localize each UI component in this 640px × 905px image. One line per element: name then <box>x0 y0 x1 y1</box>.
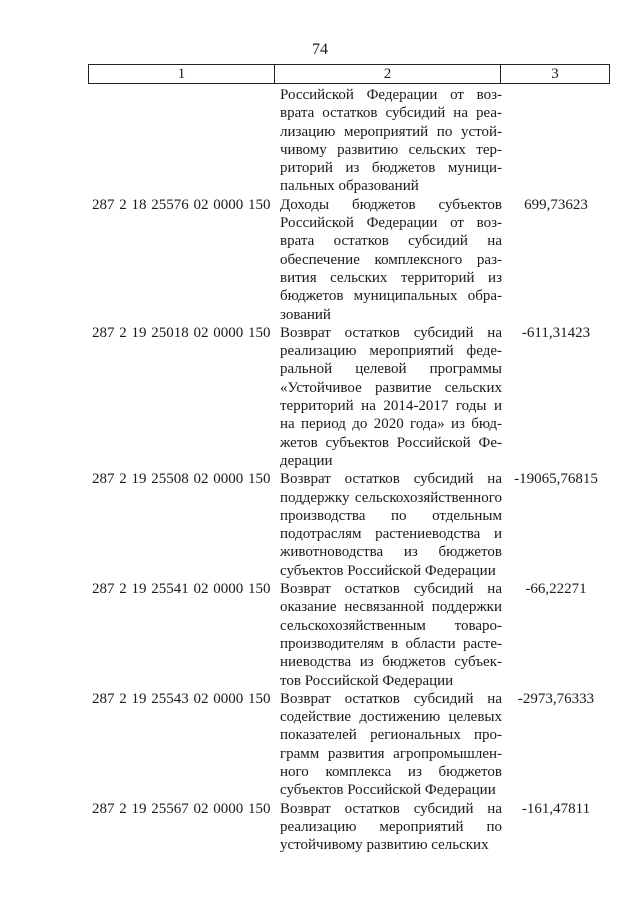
table-row <box>88 800 610 855</box>
row-description: Возврат остатков субсидий на реализацию мероприятий федеральной целевой программы «Устойчивое развитие сельских территорий на 2014-2017 годы и на период до 2020 года» из бюджетов субъектов Российской Федерации <box>280 324 502 469</box>
row-code: 287 2 19 25018 02 0000 150 <box>92 324 271 341</box>
row-code: 287 2 18 25576 02 0000 150 <box>92 196 271 213</box>
table-row <box>88 580 610 690</box>
header-col-2: 2 <box>275 65 501 83</box>
table-row <box>88 470 610 580</box>
row-description: Возврат остатков субсидий на оказание несвязанной поддержки сельскохозяйственным товаропроизводителям в области растениеводства из бюджетов субъектов Российской Федерации <box>280 581 502 689</box>
row-code: 287 2 19 25541 02 0000 150 <box>92 581 271 598</box>
row-code: 287 2 19 25508 02 0000 150 <box>92 471 271 488</box>
row-description: Возврат остатков субсидий на реализацию мероприятий по устойчивому развитию сельских <box>280 800 502 854</box>
row-amount: -19065,76815 <box>514 471 598 488</box>
header-col-1: 1 <box>89 65 275 83</box>
row-code: 287 2 19 25567 02 0000 150 <box>92 800 271 817</box>
row-amount: -66,22271 <box>525 581 587 598</box>
row-description: Доходы бюджетов субъектов Российской Федерации от возврата остатков субсидий на обеспечение комплексного развития сельских территорий из бюджетов муниципальных образований <box>280 196 502 323</box>
table-row <box>88 196 610 324</box>
row-description: Возврат остатков субсидий на поддержку сельскохозяйственного производства по отдельным подотраслям растениеводства и животноводства из бюджетов субъектов Российской Федерации <box>280 471 502 579</box>
row-amount: -611,31423 <box>521 324 591 341</box>
page-number: 74 <box>312 41 328 58</box>
header-col-3: 3 <box>551 66 559 82</box>
row-amount: 699,73623 <box>524 196 588 213</box>
continuation-description: Российской Федерации от возврата остатков субсидий на реализацию мероприятий по устойчивому развитию сельских территорий из бюджетов муниципальных образований <box>280 87 502 195</box>
table-row <box>88 690 610 800</box>
row-code: 287 2 19 25543 02 0000 150 <box>92 690 271 707</box>
row-amount: -2973,76333 <box>517 690 595 707</box>
table-header <box>88 64 610 84</box>
table-row-continuation <box>88 86 610 196</box>
row-amount: -161,47811 <box>521 800 591 817</box>
row-description: Возврат остатков субсидий на содействие достижению целевых показателей региональных программ развития агропромышленного комплекса из бюджетов субъектов Российской Федерации <box>280 690 502 799</box>
table-body <box>88 86 610 854</box>
table-row <box>88 324 610 470</box>
